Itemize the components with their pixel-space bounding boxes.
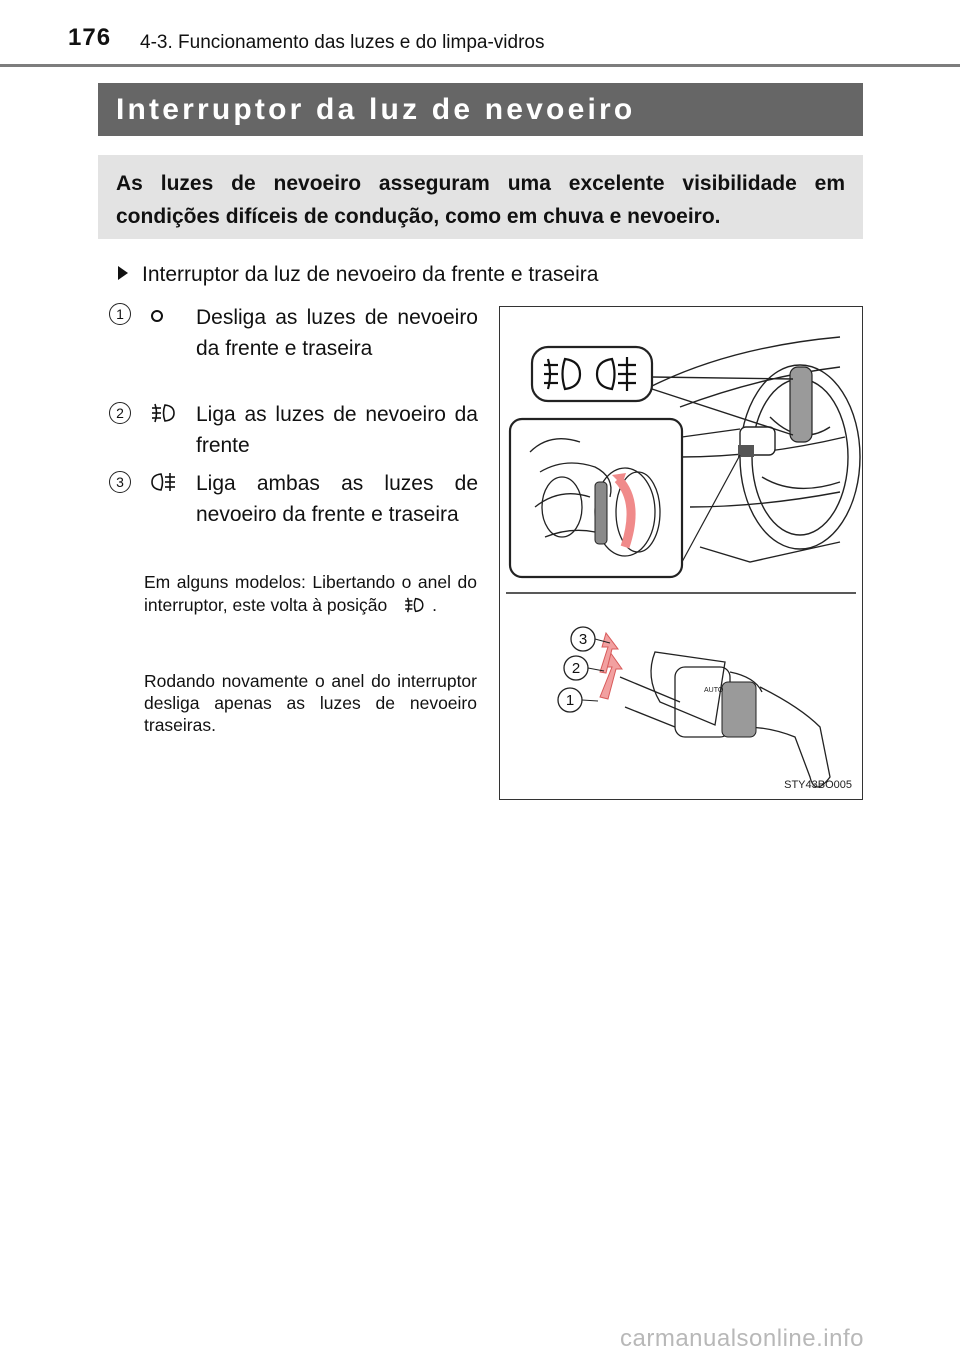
figure-illustration — [500, 307, 862, 799]
intro-box: As luzes de nevoeiro asseguram uma excelente visibilidade em condições difíceis de condução, como em chuva e nevoeiro. — [98, 155, 863, 239]
note-2: Rodando novamente o anel do interruptor desliga apenas as luzes de nevoeiro traseiras. — [144, 671, 477, 735]
callout-1: 1 — [565, 692, 575, 709]
item-number-2: 2 — [109, 402, 131, 424]
note-1 — [144, 571, 477, 617]
watermark: carmanualsonline.info — [620, 1325, 864, 1352]
page-number: 176 — [68, 24, 112, 51]
triangle-bullet-icon — [118, 266, 128, 280]
figure-fog-switch — [499, 306, 863, 800]
item-text-3: Liga ambas as luzes de nevoeiro da frente e traseira — [196, 472, 478, 526]
callout-3: 3 — [578, 631, 588, 648]
figure-code: STY43BO005 — [784, 779, 852, 791]
note-1-text: Em alguns modelos: Libertando o anel do interruptor, este volta à posição — [144, 572, 477, 615]
item-number-1: 1 — [109, 303, 131, 325]
header-rule — [0, 64, 960, 67]
subheading-text: Interruptor da luz de nevoeiro da frente e traseira — [142, 263, 599, 286]
callout-2: 2 — [571, 660, 581, 677]
front-fog-icon — [402, 594, 426, 616]
subheading — [118, 261, 598, 289]
off-circle-icon — [148, 307, 166, 325]
item-text-1: Desliga as luzes de nevoeiro da frente e traseira — [196, 306, 478, 360]
section-title: Interruptor da luz de nevoeiro — [98, 83, 863, 136]
front-fog-icon — [148, 400, 178, 426]
item-text-2: Liga as luzes de nevoeiro da frente — [196, 403, 478, 457]
auto-label: AUTO — [704, 687, 724, 694]
rear-fog-icon — [148, 469, 178, 495]
chapter-title: 4-3. Funcionamento das luzes e do limpa-vidros — [140, 32, 545, 53]
item-number-3: 3 — [109, 471, 131, 493]
note-1-text-end: . — [432, 595, 437, 615]
